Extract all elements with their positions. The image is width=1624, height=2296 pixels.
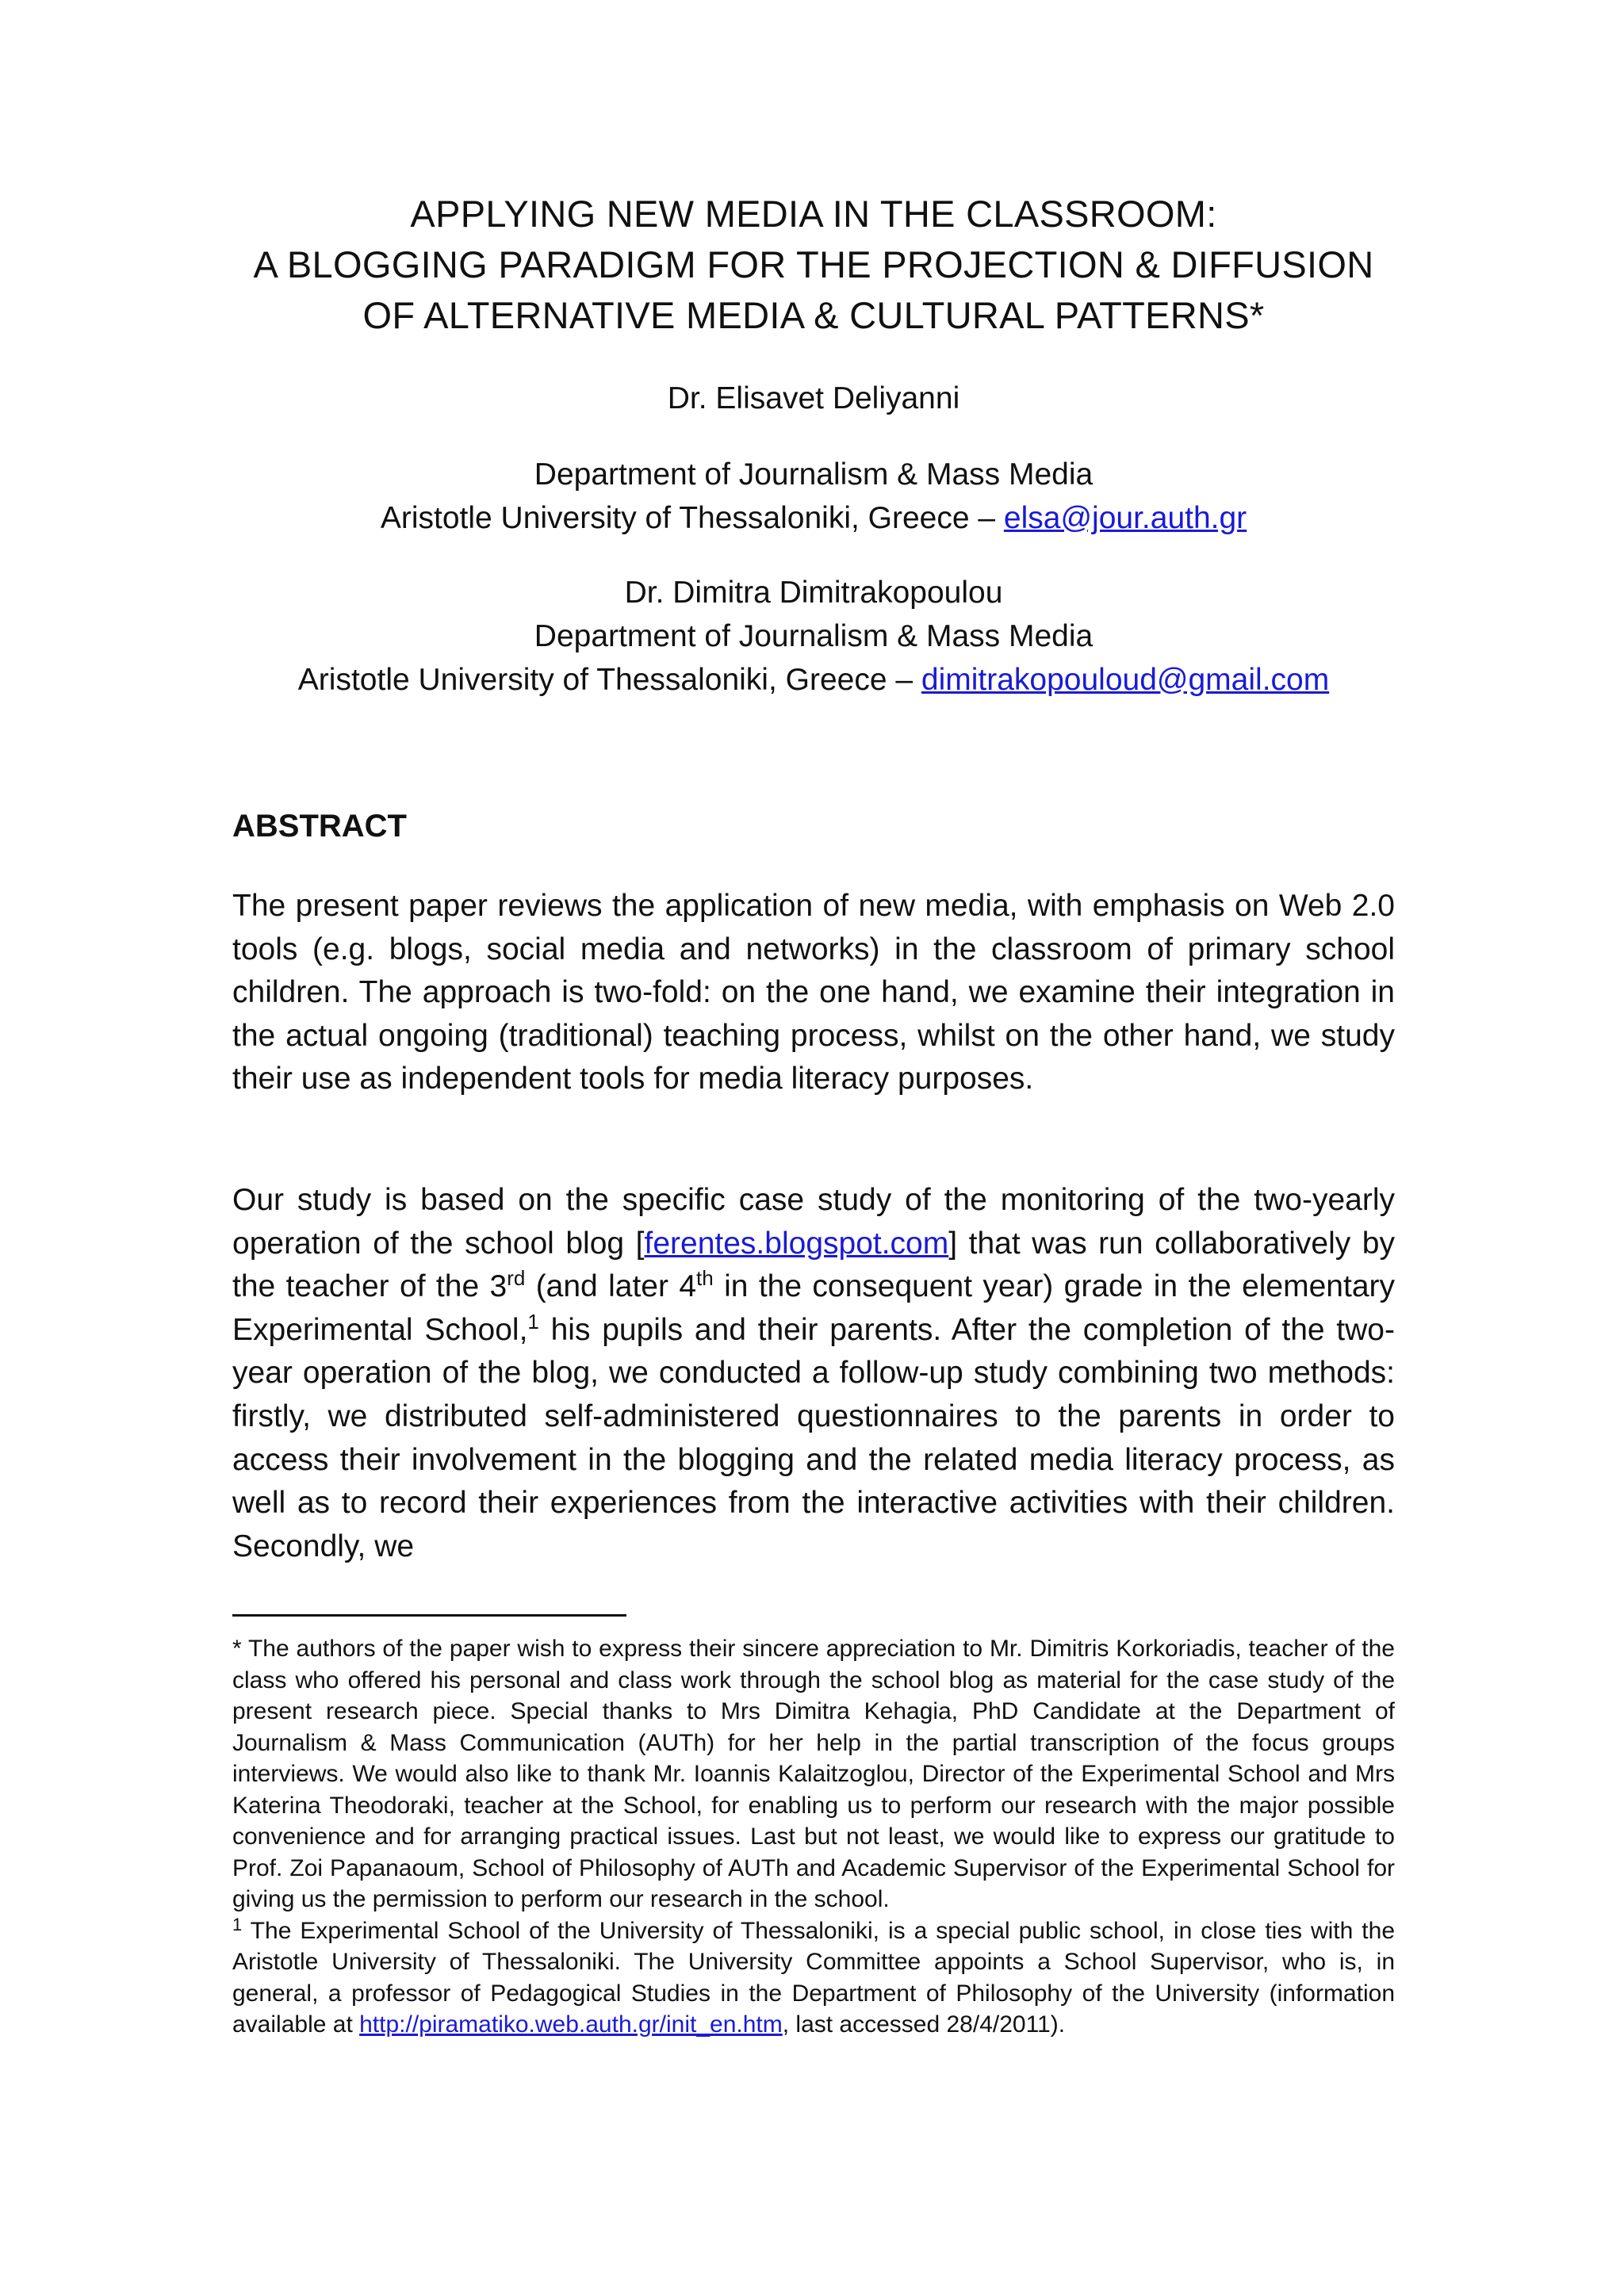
paper-title: [232, 189, 1395, 341]
para-2-part-d: in the consequent year) grade in the elementary Experimental School,: [232, 1269, 1395, 1347]
footnote-1: [232, 1915, 1395, 2041]
superscript-rd: rd: [507, 1266, 526, 1291]
author-1-university: Aristotle University of Thessaloniki, Greece –: [380, 501, 1004, 535]
title-line-1: APPLYING NEW MEDIA IN THE CLASSROOM:: [410, 193, 1217, 235]
abstract-heading: ABSTRACT: [232, 809, 407, 844]
superscript-th: th: [696, 1266, 714, 1291]
author-2-affiliation: [232, 658, 1395, 702]
abstract-paragraph-1: [232, 885, 1395, 1101]
piramatiko-link[interactable]: http://piramatiko.web.auth.gr/init_en.htm: [359, 2011, 783, 2038]
abstract-para-2-text: [232, 1179, 1395, 1568]
para-2-part-b: ] that was run collaboratively by the teacher of the 3: [232, 1226, 1395, 1304]
title-line-2: A BLOGGING PARADIGM FOR THE PROJECTION & DIFFUSION: [253, 243, 1374, 285]
author-2-department: Department of Journalism & Mass Media: [534, 619, 1094, 653]
abstract-para-1-text: The present paper reviews the application of new media, with emphasis on Web 2.0 tools (e.g. blogs, social media and networks) in the classroom of primary school children. The approach is two-fold: on the one hand, we examine their integration in the actual ongoing (traditional) teaching process, whilst on the other hand, we study their use as independent tools for media literacy purposes.: [232, 889, 1395, 1096]
footnote-separator: [232, 1614, 626, 1617]
para-2-part-c: (and later 4: [525, 1269, 697, 1304]
author-1-name: Dr. Elisavet Deliyanni: [667, 381, 960, 415]
abstract-paragraph-2: [232, 1179, 1395, 1568]
blog-link[interactable]: ferentes.blogspot.com: [644, 1226, 949, 1261]
footnote-1-marker: 1: [232, 1914, 243, 1934]
author-2-name: Dr. Dimitra Dimitrakopoulou: [624, 576, 1003, 610]
author-1-email-link[interactable]: elsa@jour.auth.gr: [1003, 501, 1247, 535]
author-1-department: Department of Journalism & Mass Media: [534, 457, 1094, 492]
para-2-part-e: his pupils and their parents. After the completion of the two-year operation of the blog, we conducted a follow-up study combining two methods: firstly, we distributed self-administered questionnaires to the parents in order to access their involvement in the blogging and the related media literacy process, as well as to record their experiences from the interactive activities with their children. Secondly, we: [232, 1312, 1395, 1563]
author-2-university: Aristotle University of Thessaloniki, Greece –: [297, 663, 921, 697]
author-1-affiliation: [232, 496, 1395, 540]
footnotes: [232, 1633, 1395, 2041]
para-2-part-a: Our study is based on the specific case study of the monitoring of the two-yearly operation of the school blog [: [232, 1183, 1395, 1261]
title-line-3: OF ALTERNATIVE MEDIA & CULTURAL PATTERNS*: [362, 294, 1265, 336]
author-1-block: [232, 377, 1395, 420]
footnote-ref-1[interactable]: 1: [527, 1309, 539, 1334]
author-2-email-link[interactable]: dimitrakopouloud@gmail.com: [921, 663, 1330, 697]
footnote-star: * The authors of the paper wish to express their sincere appreciation to Mr. Dimitris Korkoriadis, teacher of the class who offered his personal and class work through the school blog as material for the case study of the present research piece. Special thanks to Mrs Dimitra Kehagia, PhD Candidate at the Department of Journalism & Mass Communication (AUTh) for her help in the partial transcription of the focus groups interviews. We would also like to thank Mr. Ioannis Kalaitzoglou, Director of the Experimental School and Mrs Katerina Theodoraki, teacher at the School, for enabling us to perform our research with the major possible convenience and for arranging practical issues. Last but not least, we would like to express our gratitude to Prof. Zoi Papanaoum, School of Philosophy of AUTh and Academic Supervisor of the Experimental School for giving us the permission to perform our research in the school.: [232, 1636, 1395, 1912]
footnote-1-text-b: , last accessed 28/4/2011).: [782, 2011, 1066, 2038]
author-2-block: [232, 571, 1395, 702]
footnote-1-text-a: The Experimental School of the University of Thessaloniki, is a special public school, in close ties with the Aristotle University of Thessaloniki. The University Committee appoints a School Supervisor, who is, in general, a professor of Pedagogical Studies in the Department of Philosophy of the University (information available at: [232, 1917, 1395, 2038]
author-1-affiliation-block: [232, 453, 1395, 540]
